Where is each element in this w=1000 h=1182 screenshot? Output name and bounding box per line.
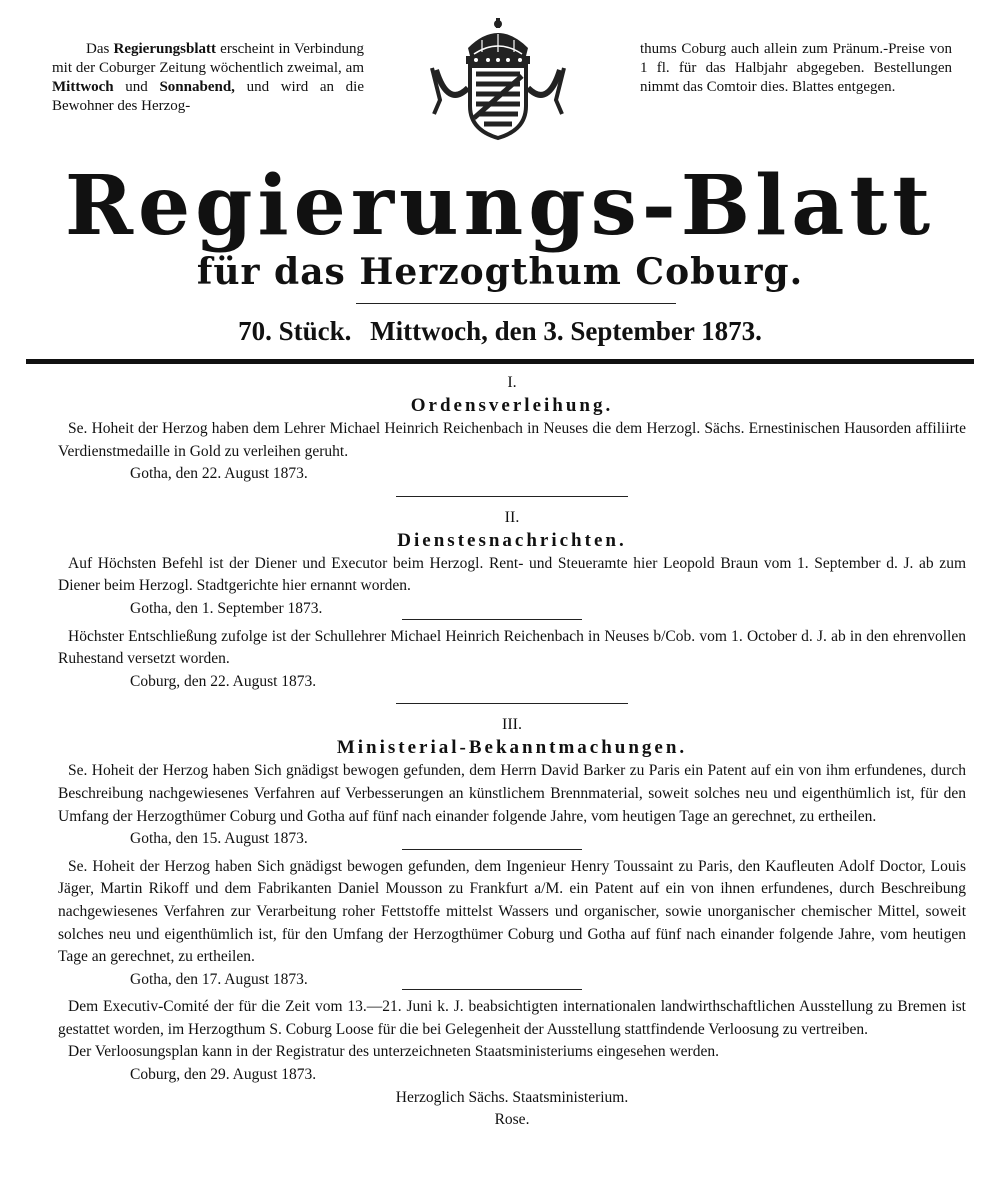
dateline: Gotha, den 15. August 1873. <box>130 830 308 848</box>
info-text: erscheint in Verbindung mit der Coburger Zeitung wöchentlich zweimal, am <box>52 41 365 76</box>
info-bold-title: Regierungsblatt <box>113 41 216 57</box>
dateline: Coburg, den 29. August 1873. <box>130 1066 317 1084</box>
dateline: Gotha, den 17. August 1873. <box>130 970 308 988</box>
divider <box>402 849 582 850</box>
issue-number: 70. Stück. <box>238 316 352 346</box>
divider <box>396 703 628 704</box>
thick-divider <box>26 359 974 364</box>
divider <box>356 303 676 304</box>
info-bold-day: Mittwoch <box>52 79 114 95</box>
section-number: I. <box>507 374 517 391</box>
info-bold-day: Sonnabend, <box>159 79 235 95</box>
issue-date: Mittwoch, den 3. September 1873. <box>370 316 762 346</box>
publication-info-left <box>52 40 364 116</box>
dateline: Gotha, den 22. August 1873. <box>130 465 308 483</box>
section-number: II. <box>504 508 520 526</box>
section-number: III. <box>502 716 522 734</box>
info-text: und wird an die Bewohner des Herzog- <box>52 79 364 114</box>
paragraph: Dem Executiv-Comité der für die Zeit vom 13.—21. Juni k. J. beabsichtigten internationalen landwirthschaftlichen Ausstellung zu Bremen ist gestattet worden, im Herzogthum S. Coburg Loose für die bei Gelegenheit der Ausstellung stattfindende Verloosung zu vertreiben. <box>58 998 966 1038</box>
masthead-title: Regierungs-Blatt <box>64 158 936 254</box>
publication-info-right: thums Coburg auch allein zum Pränum.-Preise von 1 fl. für das Halbjahr abgegeben. Bestellungen nimmt das Comtoir dies. Blattes entgegen. <box>640 41 952 95</box>
section-heading: Ordensverleihung. <box>410 395 614 416</box>
issue-line <box>0 314 1000 348</box>
info-text: und <box>113 79 160 95</box>
paragraph: Der Verloosungsplan kann in der Registratur des unterzeichneten Staatsministeriums eingesehen werden. <box>68 1043 719 1061</box>
section-heading: Dienstesnachrichten. <box>397 529 627 551</box>
signatory-name: Rose. <box>494 1111 530 1129</box>
section-heading: Ministerial-Bekanntmachungen. <box>336 737 688 759</box>
article-body <box>58 372 966 1132</box>
divider <box>402 619 582 620</box>
paragraph: Se. Hoheit der Herzog haben Sich gnädigst bewogen gefunden, dem Herrn David Barker zu Paris ein Patent auf ein von ihm erfundenes, durch Beschreibung nachgewiesenes Verfahren auf Verbesserungen an künstlichem Brennmaterial, soweit solches neu und eigenthümlich ist, für den Umfang der Herzogthümer Coburg und Gotha auf fünf nach einander folgende Jahre, vom heutigen Tage an gerechnet, zu ertheilen. <box>58 762 966 825</box>
divider <box>402 989 582 990</box>
paragraph: Se. Hoheit der Herzog haben Sich gnädigst bewogen gefunden, dem Ingenieur Henry Toussaint zu Paris, den Kaufleuten Adolf Doctor, Louis Jäger, Martin Rikoff und dem Fabrikanten Daniel Mousson zu Frankfurt a/M. ein Patent auf ein von ihnen erfundenes, durch Beschreibung nachgewiesenes Verfahren zur Verarbeitung roher Fettstoffe mittelst Wassers und organischer, sowie unorganischer chemischer Mittel, soweit solches neu und eigenthümlich ist, für den Umfang der Herzogthümer Coburg und Gotha auf fünf nach einander folgende Jahre, vom heutigen Tage an gerechnet, zu ertheilen. <box>58 857 966 966</box>
ducal-coat-of-arms-icon <box>418 18 578 142</box>
masthead-subtitle: für das Herzogthum Coburg. <box>196 251 804 293</box>
dateline: Coburg, den 22. August 1873. <box>130 672 317 690</box>
dateline: Gotha, den 1. September 1873. <box>130 599 323 617</box>
paragraph: Auf Höchsten Befehl ist der Diener und Executor beim Herzogl. Rent- und Steueramte hier Leopold Braun vom 1. September d. J. ab zum Diener beim Herzogl. Stadtgerichte hier ernannt worden. <box>58 554 966 595</box>
signing-authority: Herzoglich Sächs. Staatsministerium. <box>395 1088 629 1106</box>
info-text: Das <box>86 41 114 57</box>
paragraph: Höchster Entschließung zufolge ist der Schullehrer Michael Heinrich Reichenbach in Neuses b/Cob. vom 1. October d. J. ab in den ehrenvollen Ruhestand versetzt worden. <box>58 627 966 668</box>
paragraph: Se. Hoheit der Herzog haben dem Lehrer Michael Heinrich Reichenbach in Neuses die dem Herzogl. Sächs. Ernestinischen Hausorden affiliirte Verdienstmedaille in Gold zu verleihen geruht. <box>58 420 966 460</box>
divider <box>396 496 628 497</box>
